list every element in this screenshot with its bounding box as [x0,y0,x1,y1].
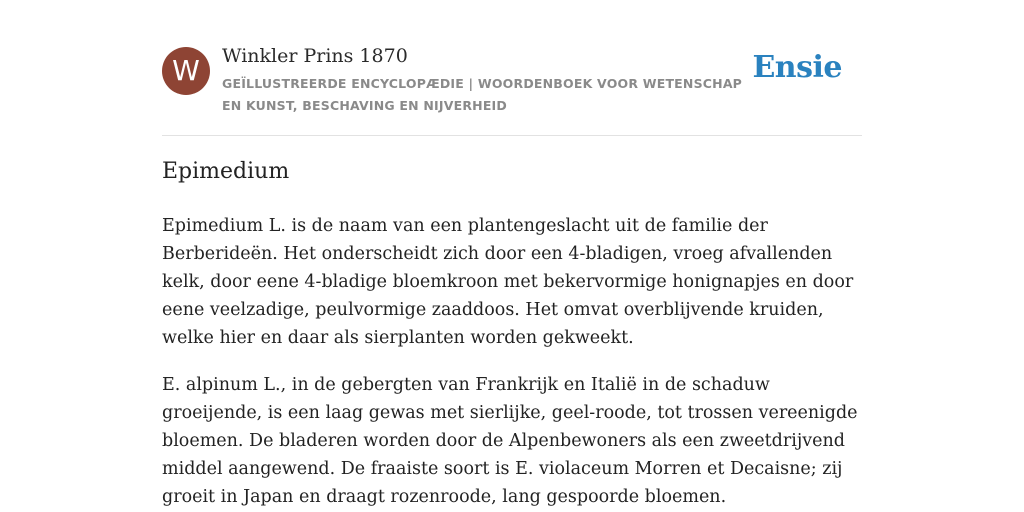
source-header [162,45,862,135]
article-body [162,212,862,512]
source-avatar[interactable] [162,47,210,95]
header-divider [162,135,862,136]
avatar-letter: W [172,54,200,87]
source-title[interactable]: Winkler Prins 1870 [222,45,408,67]
article-paragraph: E. alpinum L., in de gebergten van Frankrijk en Italië in de schaduw groeijende, is een laag gewas met sierlijke, geel-roode, tot trossen vereenigde bloemen. De bladeren worden door de Alpenbewoners als een zweetdrijvend middel aangewend. De fraaiste soort is E. violaceum Morren et Decaisne; zij groeit in Japan en draagt rozenroode, lang gespoorde bloemen. [162,375,858,507]
source-subtitle: GEÏLLUSTREERDE ENCYCLOPÆDIE | WOORDENBOEK VOOR WETENSCHAP EN KUNST, BESCHAVING EN NIJVERHEID [222,76,743,113]
article-paragraph: Epimedium L. is de naam van een plantengeslacht uit de familie der Berberideën. Het onderscheidt zich door een 4-bladigen, vroeg afvallenden kelk, door eene 4-bladige bloemkroon met bekervormige honignapjes en door eene veelzadige, peulvormige zaaddoos. Het omvat overblijvende kruiden, welke hier en daar als sierplanten worden gekweekt. [162,216,854,348]
ensie-logo[interactable]: Ensie [752,50,842,85]
article-title: Epimedium [162,159,290,184]
